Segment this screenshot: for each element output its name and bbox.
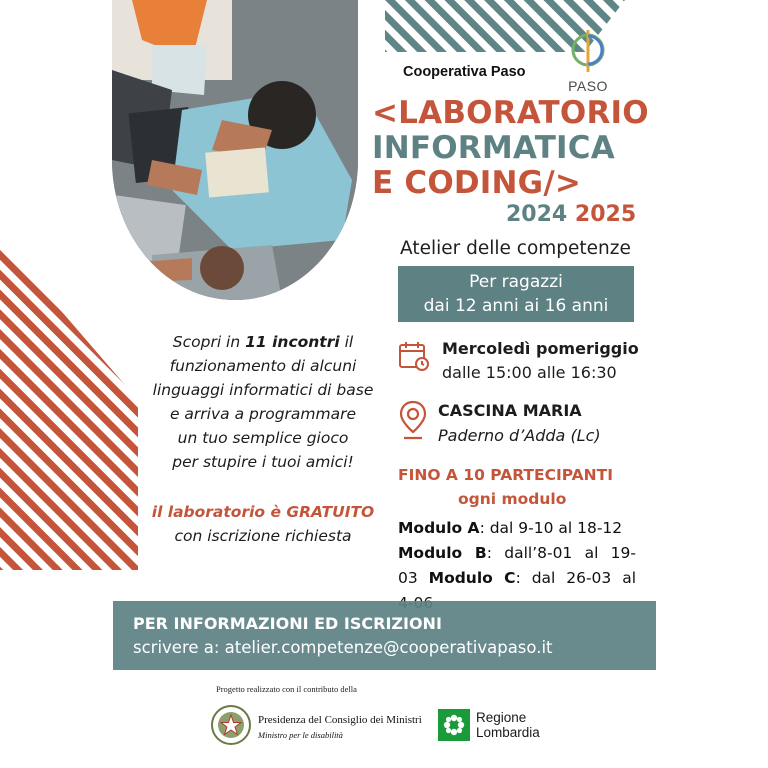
free-bold: GRATUITO xyxy=(286,503,375,521)
module-c-dates: : dal 26-03 al xyxy=(515,569,636,587)
intro-line: funzionamento di alcuni xyxy=(169,357,357,375)
location-name: CASCINA MARIA xyxy=(438,401,582,420)
free-notice xyxy=(128,500,398,548)
year-start: 2024 xyxy=(506,202,568,227)
year-end: 2025 xyxy=(574,202,637,227)
decorative-stripes-left xyxy=(0,240,140,570)
lombardia-logo-icon xyxy=(438,709,470,745)
intro-line: linguaggi informatici di base xyxy=(152,381,374,399)
free-pre: il laboratorio è xyxy=(151,503,287,521)
subtitle: Atelier delle competenze xyxy=(400,238,631,259)
audience-box xyxy=(398,266,634,322)
intro-post: il xyxy=(339,333,354,351)
region-line-2: Lombardia xyxy=(476,725,540,740)
schedule-time: dalle 15:00 alle 16:30 xyxy=(442,363,617,382)
gov-ministry: Ministro per le disabilità xyxy=(258,730,343,740)
intro-line: un tuo semplice gioco xyxy=(177,429,349,447)
title-line-1: <LABORATORIO xyxy=(372,95,649,131)
module-a-label: Modulo A xyxy=(398,519,480,537)
intro-pre: Scopri in xyxy=(172,333,246,351)
region-line-1: Regione xyxy=(476,710,527,725)
module-a-dates: : dal 9-10 al 18-12 xyxy=(479,519,623,537)
title-years xyxy=(506,202,636,227)
footer-credit: Progetto realizzato con il contributo della xyxy=(216,684,357,694)
region-name xyxy=(476,710,540,740)
intro-line: per stupire i tuoi amici! xyxy=(172,453,354,471)
module-b-label: Modulo B xyxy=(398,544,487,562)
gov-name: Presidenza del Consiglio dei Ministri xyxy=(258,714,422,726)
audience-line-1: Per ragazzi xyxy=(469,272,563,292)
intro-paragraph xyxy=(128,330,398,474)
module-b-dates-cont: 03 xyxy=(398,569,429,587)
italy-emblem-icon xyxy=(210,704,252,750)
title-line-2: INFORMATICA xyxy=(372,130,615,166)
brand-name: Cooperativa Paso xyxy=(403,64,526,80)
map-pin-icon xyxy=(398,400,428,444)
contact-banner xyxy=(113,601,656,670)
participants-limit: FINO A 10 PARTECIPANTI xyxy=(398,466,613,484)
paso-logo xyxy=(558,28,618,92)
title-line-3: E CODING/> xyxy=(372,165,582,201)
intro-bold: 11 incontri xyxy=(245,333,340,351)
intro-line: e arriva a programmare xyxy=(169,405,357,423)
paso-logo-text: PASO xyxy=(568,78,608,94)
module-b-dates: : dall’8-01 al 19- xyxy=(486,544,636,562)
participants-per-module: ogni modulo xyxy=(458,490,567,508)
schedule-day: Mercoledì pomeriggio xyxy=(442,339,639,358)
location-city: Paderno d’Adda (Lc) xyxy=(438,426,601,445)
calendar-icon xyxy=(398,340,430,376)
audience-line-2: dai 12 anni ai 16 anni xyxy=(423,296,609,316)
hero-photo xyxy=(112,0,358,300)
contact-email[interactable]: scrivere a: atelier.competenze@cooperativapaso.it xyxy=(133,638,553,657)
contact-heading: PER INFORMAZIONI ED ISCRIZIONI xyxy=(133,614,442,633)
module-c-label: Modulo C xyxy=(428,569,516,587)
free-note: con iscrizione richiesta xyxy=(174,527,352,545)
